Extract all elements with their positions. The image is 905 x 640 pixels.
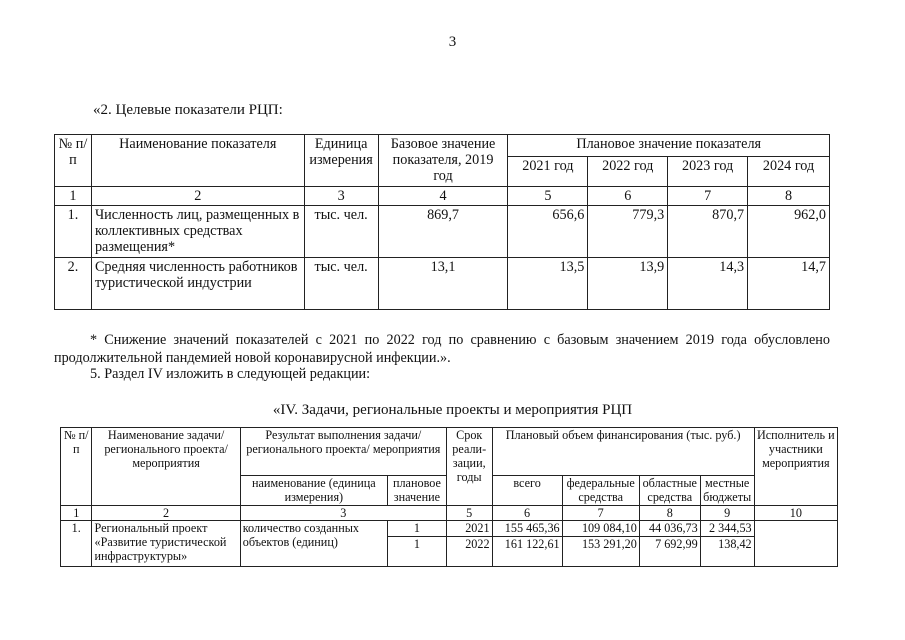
column-number: 10	[754, 506, 837, 521]
page-number: 3	[448, 34, 457, 50]
value-2024: 14,7	[748, 258, 830, 310]
table-row	[61, 521, 838, 537]
column-number: 3	[240, 506, 446, 521]
column-number: 7	[668, 187, 748, 206]
column-number: 2	[91, 187, 304, 206]
unit: тыс. чел.	[304, 258, 378, 310]
funding-regional: 44 036,73	[639, 521, 700, 537]
column-number: 9	[700, 506, 754, 521]
project-name: Региональный проект «Развитие туристической инфраструктуры»	[92, 521, 240, 567]
funding-federal: 109 084,10	[562, 521, 639, 537]
header-local: местные бюджеты	[700, 476, 754, 506]
header-num: № п/п	[55, 135, 92, 187]
column-number: 3	[304, 187, 378, 206]
header-year: 2022 год	[588, 157, 668, 187]
funding-total: 155 465,36	[492, 521, 562, 537]
unit: тыс. чел.	[304, 206, 378, 258]
value-2023: 14,3	[668, 258, 748, 310]
footnote-text: * Снижение значений показателей с 2021 по 2022 год по сравнению с базовым значением 2019 года обусловлено продолжительной пандемией новой коронавирусной инфекции.».	[54, 332, 830, 366]
indicator-name: Средняя численность работников туристической индустрии	[91, 258, 304, 310]
funding-federal: 153 291,20	[562, 537, 639, 567]
header-name: Наименование задачи/ регионального проекта/ мероприятия	[92, 428, 240, 506]
column-number: 8	[748, 187, 830, 206]
tasks-table	[60, 427, 838, 567]
year: 2021	[446, 521, 492, 537]
result-name: количество созданных объектов (единиц)	[240, 521, 387, 567]
year: 2022	[446, 537, 492, 567]
row-num: 1.	[55, 206, 92, 258]
header-result: Результат выполнения задачи/ регионального проекта/ мероприятия	[240, 428, 446, 476]
column-number: 6	[492, 506, 562, 521]
header-num: № п/п	[61, 428, 92, 506]
header-total: всего	[492, 476, 562, 506]
header-term: Срок реали-зации, годы	[446, 428, 492, 506]
table-row	[55, 206, 830, 258]
targets-table	[54, 134, 830, 310]
executors-cell	[754, 521, 837, 567]
plan-value: 1	[387, 537, 446, 567]
base-value: 13,1	[378, 258, 508, 310]
column-number: 5	[446, 506, 492, 521]
header-funding: Плановый объем финансирования (тыс. руб.)	[492, 428, 754, 476]
indicator-name: Численность лиц, размещенных в коллективных средствах размещения*	[91, 206, 304, 258]
paragraph-5: 5. Раздел IV изложить в следующей редакции:	[90, 366, 371, 382]
funding-local: 2 344,53	[700, 521, 754, 537]
header-year: 2021 год	[508, 157, 588, 187]
header-federal: федеральные средства	[562, 476, 639, 506]
column-number: 8	[639, 506, 700, 521]
header-result-name: наименование (единица измерения)	[240, 476, 387, 506]
column-number: 5	[508, 187, 588, 206]
plan-value: 1	[387, 521, 446, 537]
column-number: 6	[588, 187, 668, 206]
header-result-plan: плановое значение	[387, 476, 446, 506]
column-number: 4	[378, 187, 508, 206]
row-num: 1.	[61, 521, 92, 567]
column-number: 1	[61, 506, 92, 521]
header-year: 2023 год	[668, 157, 748, 187]
header-name: Наименование показателя	[91, 135, 304, 187]
section-4-title: «IV. Задачи, региональные проекты и мероприятия РЦП	[272, 402, 633, 418]
table-row	[55, 258, 830, 310]
footnote	[54, 331, 830, 367]
column-number: 1	[55, 187, 92, 206]
column-number: 7	[562, 506, 639, 521]
value-2023: 870,7	[668, 206, 748, 258]
row-num: 2.	[55, 258, 92, 310]
header-year: 2024 год	[748, 157, 830, 187]
funding-regional: 7 692,99	[639, 537, 700, 567]
value-2022: 779,3	[588, 206, 668, 258]
funding-local: 138,42	[700, 537, 754, 567]
section-2-title: «2. Целевые показатели РЦП:	[93, 102, 283, 118]
column-number: 2	[92, 506, 240, 521]
value-2024: 962,0	[748, 206, 830, 258]
header-plan: Плановое значение показателя	[508, 135, 830, 157]
header-regional: областные средства	[639, 476, 700, 506]
value-2021: 656,6	[508, 206, 588, 258]
value-2021: 13,5	[508, 258, 588, 310]
funding-total: 161 122,61	[492, 537, 562, 567]
header-base: Базовое значение показателя, 2019 год	[378, 135, 508, 187]
base-value: 869,7	[378, 206, 508, 258]
value-2022: 13,9	[588, 258, 668, 310]
header-executors: Исполнитель и участники мероприятия	[754, 428, 837, 506]
header-unit: Единица измерения	[304, 135, 378, 187]
